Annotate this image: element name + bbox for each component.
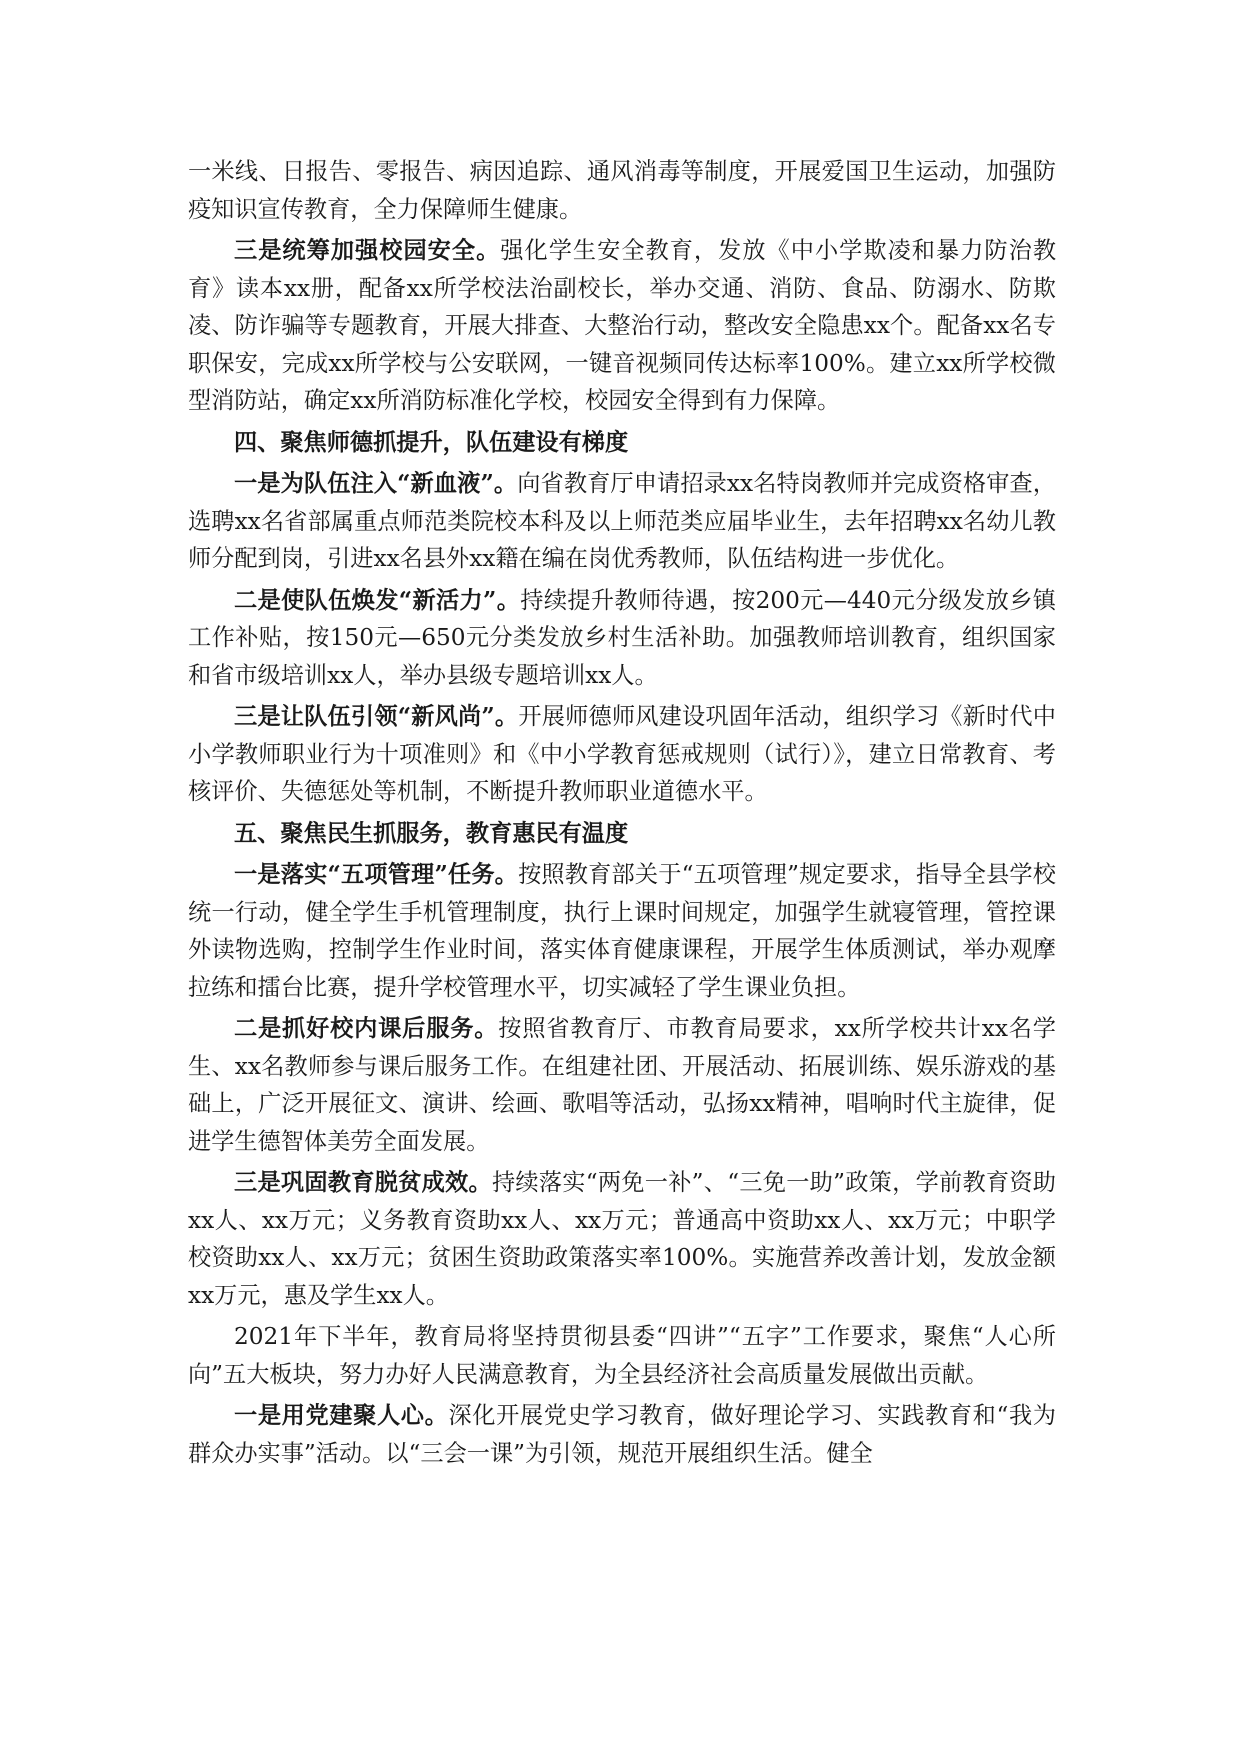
paragraph-text: 强化学生安全教育，发放《中小学欺凌和暴力防治教育》读本xx册，配备xx所学校法治副校长，举办交通、消防、食品、防溺水、防欺凌、防诈骗等专题教育，开展大排查、大整治行动，整改安全隐患xx个。配备xx名专职保安，完成xx所学校与公安联网，一键音视频同传达标率100%。建立xx所学校微型消防站，确定xx所消防标准化学校，校园安全得到有力保障。	[188, 237, 1057, 414]
section-heading: 四、聚焦师德抓提升，队伍建设有梯度	[234, 428, 629, 456]
paragraph-lead: 一是为队伍注入“新血液”。	[234, 470, 518, 497]
paragraph-text: 持续提升教师待遇，按200元—440元分级发放乡镇工作补贴，按150元—650元分类发放乡村生活补助。加强教师培训教育，组织国家和省市级培训xx人，举办县级专题培训xx人。	[188, 586, 1056, 689]
paragraph-lead: 一是用党建聚人心。	[234, 1402, 449, 1429]
document-body	[188, 153, 1056, 1476]
paragraph-lead: 三是统筹加强校园安全。	[234, 237, 501, 264]
body-paragraph	[188, 698, 1056, 811]
paragraph-lead: 三是巩固教育脱贫成效。	[234, 1169, 492, 1196]
paragraph-text: 开展师德师风建设巩固年活动，组织学习《新时代中小学教师职业行为十项准则》和《中小学教育惩戒规则（试行）》，建立日常教育、考核评价、失德惩处等机制，不断提升教师职业道德水平。	[188, 703, 1056, 805]
paragraph-text: 一米线、日报告、零报告、病因追踪、通风消毒等制度，开展爱国卫生运动，加强防疫知识宣传教育，全力保障师生健康。	[188, 158, 1056, 223]
paragraph-lead: 二是抓好校内课后服务。	[234, 1015, 499, 1042]
body-paragraph	[188, 1010, 1056, 1160]
body-paragraph	[188, 856, 1056, 1006]
paragraph-text: 按照省教育厅、市教育局要求，xx所学校共计xx名学生、xx名教师参与课后服务工作。在组建社团、开展活动、拓展训练、娱乐游戏的基础上，广泛开展征文、演讲、绘画、歌唱等活动，弘扬xx精神，唱响时代主旋律，促进学生德智体美劳全面发展。	[188, 1015, 1056, 1155]
paragraph-text: 深化开展党史学习教育，做好理论学习、实践教育和“我为群众办实事”活动。以“三会一课”为引领，规范开展组织生活。健全	[188, 1402, 1056, 1467]
paragraph-text: 持续落实“两免一补”、“三免一助”政策，学前教育资助xx人、xx万元；义务教育资助xx人、xx万元；普通高中资助xx人、xx万元；中职学校资助xx人、xx万元；贫困生资助政策落实率100%。实施营养改善计划，发放金额xx万元，惠及学生xx人。	[188, 1169, 1056, 1309]
body-paragraph	[188, 153, 1056, 228]
body-paragraph	[188, 1397, 1056, 1472]
body-paragraph	[188, 1318, 1056, 1393]
paragraph-text: 按照教育部关于“五项管理”规定要求，指导全县学校统一行动，健全学生手机管理制度，执行上课时间规定，加强学生就寝管理，管控课外读物选购，控制学生作业时间，落实体育健康课程，开展学生体质测试，举办观摩拉练和擂台比赛，提升学校管理水平，切实减轻了学生课业负担。	[188, 861, 1056, 1001]
paragraph-text: 2021年下半年，教育局将坚持贯彻县委“四讲”“五字”工作要求，聚焦“人心所向”五大板块，努力办好人民满意教育，为全县经济社会高质量发展做出贡献。	[188, 1323, 1056, 1388]
body-paragraph	[188, 582, 1056, 695]
paragraph-lead: 一是落实“五项管理”任务。	[234, 861, 519, 888]
body-paragraph	[188, 232, 1056, 420]
section-heading: 五、聚焦民生抓服务，教育惠民有温度	[234, 819, 629, 847]
paragraph-lead: 三是让队伍引领“新风尚”。	[234, 703, 519, 730]
body-paragraph	[188, 465, 1056, 578]
paragraph-text: 向省教育厅申请招录xx名特岗教师并完成资格审查，选聘xx名省部属重点师范类院校本科及以上师范类应届毕业生，去年招聘xx名幼儿教师分配到岗，引进xx名县外xx籍在编在岗优秀教师，队伍结构进一步优化。	[188, 470, 1056, 572]
body-paragraph	[188, 1164, 1056, 1314]
paragraph-lead: 二是使队伍焕发“新活力”。	[234, 586, 521, 614]
